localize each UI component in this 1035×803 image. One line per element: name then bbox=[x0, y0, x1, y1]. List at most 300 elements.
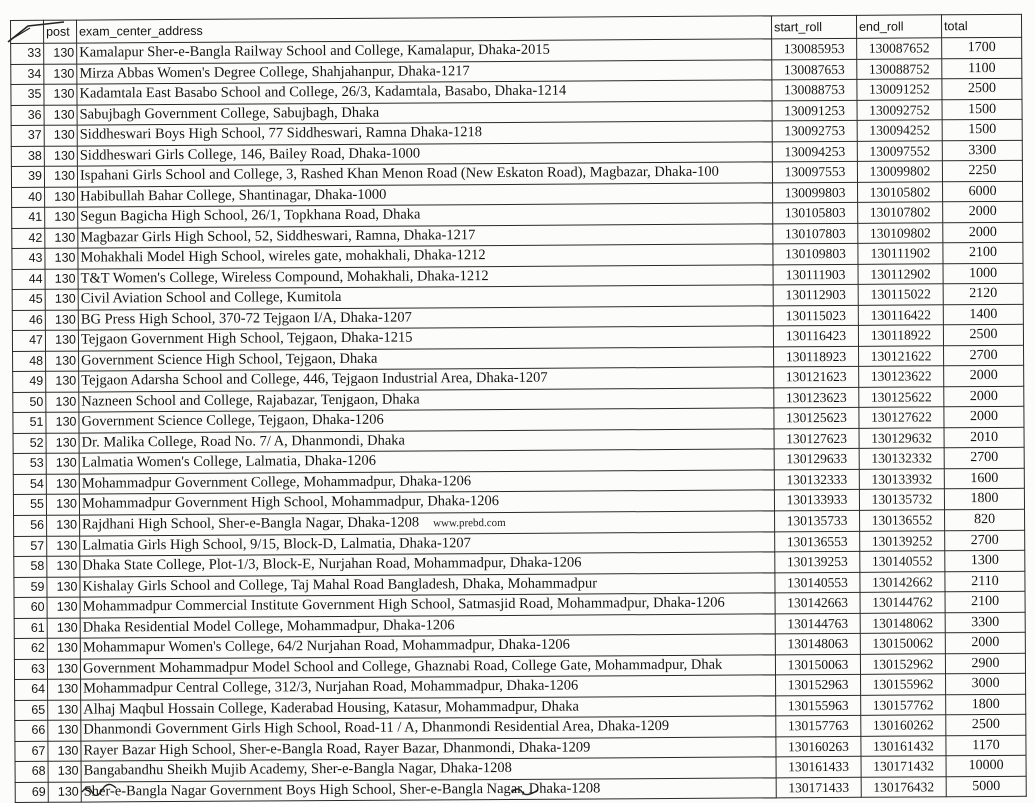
row-end-roll bbox=[859, 345, 944, 366]
row-total-text: 2500 bbox=[969, 327, 998, 343]
row-end-roll-text: 130150062 bbox=[872, 635, 934, 651]
row-index-text: 39 bbox=[28, 169, 42, 184]
row-post-text: 130 bbox=[53, 66, 75, 81]
row-post-text: 130 bbox=[54, 250, 76, 265]
row-index bbox=[11, 84, 44, 105]
exam-center-table bbox=[10, 14, 1027, 803]
row-post-text: 130 bbox=[56, 517, 78, 532]
row-index bbox=[15, 782, 48, 803]
row-post bbox=[44, 84, 77, 105]
row-total bbox=[942, 37, 1022, 58]
row-address-text: Mohammadpur Commercial Institute Government High School, Satmasjid Road, Mohammadpur, Dhaka-1206 bbox=[82, 594, 725, 615]
row-end-roll-text: 130144762 bbox=[872, 594, 933, 610]
start-roll-header: start_roll bbox=[771, 15, 856, 39]
row-post bbox=[45, 289, 78, 310]
row-total-text: 10000 bbox=[968, 758, 1004, 774]
row-start-roll bbox=[773, 243, 858, 264]
row-end-roll-text: 130136552 bbox=[871, 512, 933, 528]
row-post-text: 130 bbox=[53, 86, 75, 101]
row-index-text: 37 bbox=[27, 128, 42, 143]
row-post bbox=[45, 310, 78, 331]
row-start-roll-text: 130112903 bbox=[785, 287, 846, 303]
row-start-roll bbox=[773, 305, 858, 326]
row-total bbox=[944, 406, 1024, 427]
row-start-roll-text: 130157763 bbox=[787, 718, 849, 734]
row-index-text: 57 bbox=[30, 538, 45, 553]
row-end-roll bbox=[859, 386, 944, 407]
row-total bbox=[944, 386, 1024, 407]
row-total bbox=[943, 201, 1023, 222]
row-total bbox=[945, 530, 1025, 551]
watermark-text: www.prebd.com bbox=[433, 516, 506, 529]
row-post-text: 130 bbox=[55, 332, 76, 347]
row-total bbox=[944, 468, 1024, 489]
row-address-text: Mohammadpur Government College, Mohammadpur, Dhaka-1206 bbox=[81, 472, 472, 492]
row-index bbox=[13, 412, 46, 433]
row-index-text: 36 bbox=[27, 107, 42, 122]
row-post-text: 130 bbox=[53, 148, 75, 163]
row-index-text: 58 bbox=[30, 559, 45, 574]
row-end-roll-text: 130142662 bbox=[872, 574, 933, 590]
row-post-text: 130 bbox=[54, 271, 76, 286]
row-post-text: 130 bbox=[57, 681, 79, 696]
row-total bbox=[943, 263, 1023, 284]
row-post bbox=[48, 761, 81, 782]
row-index-text: 55 bbox=[30, 497, 45, 512]
row-address-text: T&T Women's College, Wireless Compound, Mohakhali, Dhaka-1212 bbox=[80, 267, 489, 287]
row-start-roll-text: 130118923 bbox=[785, 348, 847, 365]
row-total-text: 2000 bbox=[971, 635, 1000, 651]
row-index bbox=[13, 494, 46, 515]
row-start-roll bbox=[775, 654, 860, 675]
row-start-roll bbox=[774, 469, 859, 490]
row-start-roll bbox=[773, 223, 858, 244]
row-post-text: 130 bbox=[54, 168, 75, 183]
row-start-roll-text: 130115023 bbox=[785, 307, 846, 324]
row-post-text: 130 bbox=[55, 394, 77, 409]
row-total-text: 2700 bbox=[970, 532, 999, 548]
row-index-text: 33 bbox=[27, 46, 42, 61]
row-index bbox=[12, 228, 45, 249]
row-address-text: Tejgaon Government High School, Tejgaon, Dhaka-1215 bbox=[80, 329, 413, 348]
row-total-text: 2000 bbox=[969, 388, 998, 404]
row-end-roll bbox=[860, 633, 945, 654]
row-post-text: 130 bbox=[55, 476, 77, 491]
row-index bbox=[12, 330, 45, 351]
row-start-roll bbox=[774, 407, 859, 428]
row-end-roll bbox=[857, 79, 942, 100]
row-start-roll-text: 130092753 bbox=[784, 123, 846, 139]
row-total-text: 1000 bbox=[969, 265, 998, 281]
row-index-text: 65 bbox=[31, 702, 46, 717]
row-index bbox=[13, 453, 46, 474]
row-end-roll bbox=[857, 140, 942, 161]
row-end-roll bbox=[857, 38, 942, 59]
row-index bbox=[11, 146, 44, 167]
row-total-text: 1700 bbox=[967, 40, 996, 56]
row-end-roll-text: 130152962 bbox=[872, 656, 934, 672]
row-start-roll-text: 130121623 bbox=[785, 369, 847, 385]
row-post-text: 130 bbox=[56, 620, 78, 635]
row-end-roll-text: 130121622 bbox=[870, 348, 932, 364]
row-index bbox=[11, 43, 44, 64]
row-index-text: 60 bbox=[30, 600, 45, 615]
row-start-roll-text: 130094253 bbox=[784, 143, 846, 160]
row-post bbox=[47, 638, 80, 659]
row-post-text: 130 bbox=[57, 784, 79, 799]
row-total-text: 5000 bbox=[972, 778, 1001, 794]
row-end-roll bbox=[860, 571, 945, 592]
row-start-roll-text: 130088753 bbox=[784, 82, 845, 98]
row-total-text: 1170 bbox=[972, 737, 1000, 753]
row-total-text: 1100 bbox=[968, 60, 996, 76]
row-post-text: 130 bbox=[56, 579, 78, 594]
row-start-roll-text: 130142663 bbox=[787, 595, 848, 611]
row-start-roll-text: 130091253 bbox=[784, 102, 845, 119]
row-post-text: 130 bbox=[56, 558, 78, 573]
row-total bbox=[944, 345, 1024, 366]
row-address bbox=[81, 777, 776, 802]
row-post bbox=[46, 351, 79, 372]
row-index bbox=[14, 618, 47, 639]
row-start-roll bbox=[776, 674, 861, 695]
row-total bbox=[945, 550, 1025, 571]
row-index-text: 64 bbox=[31, 682, 46, 697]
row-start-roll-text: 130133933 bbox=[786, 492, 848, 508]
row-address-text: Mohammadpur Government High School, Mohammadpur, Dhaka-1206 bbox=[81, 493, 500, 512]
row-total bbox=[945, 509, 1025, 530]
row-index bbox=[13, 474, 46, 495]
row-end-roll-text: 130157762 bbox=[872, 697, 934, 713]
row-end-roll-text: 130097552 bbox=[869, 143, 931, 159]
row-start-roll-text: 130171433 bbox=[788, 779, 850, 796]
row-total bbox=[945, 571, 1025, 592]
row-total bbox=[944, 488, 1024, 509]
roster-sheet bbox=[10, 14, 1021, 800]
row-post bbox=[47, 659, 80, 680]
row-start-roll bbox=[772, 100, 857, 121]
total-header: total bbox=[941, 14, 1021, 37]
row-start-roll-text: 130085953 bbox=[783, 41, 845, 57]
row-post bbox=[47, 597, 80, 618]
row-total-text: 2000 bbox=[969, 368, 998, 384]
row-total bbox=[942, 140, 1022, 161]
row-address-text: Government Science High School, Tejgaon, Dhaka bbox=[81, 350, 378, 369]
row-post bbox=[44, 125, 77, 146]
row-address-text: Tejgaon Adarsha School and College, 446, Tejgaon Industrial Area, Dhaka-1207 bbox=[81, 369, 548, 389]
row-total-text: 1300 bbox=[970, 553, 999, 569]
row-index bbox=[13, 351, 46, 372]
row-end-roll bbox=[858, 304, 943, 325]
row-total-text: 2110 bbox=[971, 573, 999, 589]
row-total-text: 2000 bbox=[968, 224, 997, 240]
row-total-text: 1400 bbox=[969, 306, 998, 322]
row-start-roll-text: 130160263 bbox=[788, 738, 849, 755]
row-address-text: Mohakhali Model High School, wireles gate, mohakhali, Dhaka-1212 bbox=[80, 247, 486, 266]
row-post bbox=[46, 371, 79, 392]
row-post-text: 130 bbox=[55, 455, 77, 470]
row-index-text: 63 bbox=[31, 661, 46, 676]
row-index bbox=[14, 577, 47, 598]
row-end-roll bbox=[861, 715, 946, 736]
row-address-text: Dr. Malika College, Road No. 7/ A, Dhanmondi, Dhaka bbox=[81, 432, 406, 451]
row-address-text: Lalmatia Girls High School, 9/15, Block-D, Lalmatia, Dhaka-1207 bbox=[82, 534, 471, 554]
row-end-roll-text: 130133932 bbox=[871, 471, 933, 487]
row-total-text: 820 bbox=[974, 511, 996, 528]
row-index bbox=[11, 64, 44, 85]
end-roll-header: end_roll bbox=[856, 15, 941, 39]
row-end-roll-text: 130176432 bbox=[873, 779, 935, 795]
row-address-text: Mohammapur Women's College, 64/2 Nurjahan Road, Mohammadpur, Dhaka-1206 bbox=[82, 636, 570, 656]
row-total bbox=[945, 612, 1025, 633]
row-post-text: 130 bbox=[56, 599, 78, 614]
row-address-text: Dhaka State College, Plot-1/3, Block-E, Nurjahan Road, Mohammadpur, Dhaka-1206 bbox=[82, 554, 582, 574]
row-start-roll-text: 130136553 bbox=[786, 533, 848, 550]
row-post bbox=[47, 536, 80, 557]
row-post bbox=[48, 679, 81, 700]
row-start-roll bbox=[772, 38, 857, 59]
row-index-text: 51 bbox=[29, 415, 44, 430]
row-end-roll-text: 130132332 bbox=[871, 450, 933, 466]
row-total bbox=[946, 694, 1026, 715]
row-post bbox=[46, 494, 79, 515]
row-index bbox=[13, 433, 46, 454]
row-end-roll bbox=[861, 674, 946, 695]
row-total-text: 2100 bbox=[971, 594, 1000, 610]
row-index-text: 44 bbox=[28, 271, 43, 286]
row-end-roll bbox=[861, 694, 946, 715]
row-total-text: 3300 bbox=[968, 142, 997, 158]
row-index-text: 38 bbox=[27, 148, 42, 163]
row-index-text: 68 bbox=[31, 764, 46, 779]
row-address-text: Sher-e-Bangla Nagar Government Boys High School, Sher-e-Bangla Nagar, Dhaka-1208 bbox=[83, 780, 601, 800]
row-start-roll bbox=[772, 161, 857, 182]
row-start-roll-text: 130135733 bbox=[786, 512, 848, 529]
row-index bbox=[14, 556, 47, 577]
row-post-text: 130 bbox=[55, 373, 77, 388]
row-start-roll-text: 130152963 bbox=[787, 677, 849, 693]
row-post bbox=[45, 228, 78, 249]
row-start-roll-text: 130144763 bbox=[787, 615, 849, 632]
row-index-text: 56 bbox=[30, 517, 45, 532]
row-start-roll bbox=[772, 79, 857, 100]
row-end-roll bbox=[861, 735, 946, 756]
row-end-roll bbox=[859, 366, 944, 387]
row-total-text: 1800 bbox=[970, 491, 999, 507]
row-total bbox=[943, 304, 1023, 325]
row-end-roll bbox=[859, 489, 944, 510]
row-post-text: 130 bbox=[57, 722, 79, 737]
row-post bbox=[46, 433, 79, 454]
row-index-text: 46 bbox=[28, 312, 43, 327]
row-end-roll bbox=[861, 776, 946, 797]
row-post bbox=[47, 515, 80, 536]
row-start-roll-text: 130127623 bbox=[786, 430, 847, 447]
row-start-roll bbox=[775, 592, 860, 613]
row-index-text: 49 bbox=[29, 374, 44, 389]
row-start-roll bbox=[775, 572, 860, 593]
row-address-text: Habibullah Bahar College, Shantinagar, Dhaka-1000 bbox=[80, 186, 387, 205]
row-end-roll bbox=[859, 448, 944, 469]
address-header: exam_center_address bbox=[77, 16, 772, 43]
row-address-text: Government Science College, Tejgaon, Dhaka-1206 bbox=[81, 411, 384, 430]
row-end-roll-text: 130148062 bbox=[872, 615, 934, 631]
row-start-roll-text: 130123623 bbox=[785, 389, 847, 406]
row-total bbox=[942, 58, 1022, 79]
row-post bbox=[44, 64, 77, 85]
row-post bbox=[45, 187, 78, 208]
row-post-text: 130 bbox=[56, 538, 78, 553]
row-post bbox=[48, 782, 81, 803]
row-index bbox=[12, 207, 45, 228]
row-address-text: Siddheswari Girls College, 146, Bailey Road, Dhaka-1000 bbox=[79, 145, 421, 164]
row-post-text: 130 bbox=[56, 640, 78, 655]
row-index-text: 42 bbox=[28, 230, 43, 245]
row-total-text: 2000 bbox=[968, 204, 997, 220]
row-total-text: 1800 bbox=[971, 696, 1000, 712]
row-end-roll bbox=[860, 653, 945, 674]
row-end-roll-text: 130099802 bbox=[869, 163, 931, 180]
row-index bbox=[14, 597, 47, 618]
row-end-roll bbox=[858, 263, 943, 284]
row-post bbox=[44, 166, 77, 187]
row-address-text: Siddheswari Boys High School, 77 Siddheswari, Ramna Dhaka-1218 bbox=[79, 124, 483, 143]
row-index bbox=[11, 105, 44, 126]
table-body bbox=[11, 37, 1027, 802]
row-index-text: 40 bbox=[28, 189, 43, 204]
row-end-roll bbox=[858, 325, 943, 346]
row-post-text: 130 bbox=[56, 496, 77, 511]
row-address-text: Magbazar Girls High School, 52, Siddheswari, Ramna, Dhaka-1217 bbox=[80, 226, 476, 246]
row-total-text: 3300 bbox=[971, 614, 1000, 630]
row-total bbox=[946, 735, 1026, 756]
row-end-roll-text: 130118922 bbox=[870, 327, 932, 343]
row-post bbox=[47, 577, 80, 598]
row-total-text: 2500 bbox=[971, 717, 1000, 733]
row-index-text: 50 bbox=[29, 394, 44, 409]
row-index-text: 52 bbox=[29, 435, 44, 450]
row-total-text: 1500 bbox=[968, 101, 997, 117]
row-end-roll-text: 130139252 bbox=[871, 533, 933, 549]
row-post-text: 130 bbox=[54, 312, 76, 327]
row-index bbox=[15, 720, 48, 741]
row-start-roll bbox=[773, 264, 858, 285]
row-post-text: 130 bbox=[53, 45, 75, 60]
row-start-roll bbox=[774, 387, 859, 408]
row-end-roll-text: 130123622 bbox=[870, 368, 932, 384]
row-post-text: 130 bbox=[57, 661, 79, 676]
row-index bbox=[14, 638, 47, 659]
row-start-roll-text: 130087653 bbox=[783, 61, 845, 78]
row-index-text: 53 bbox=[29, 456, 44, 471]
row-start-roll-text: 130155963 bbox=[787, 697, 849, 714]
row-start-roll-text: 130116423 bbox=[785, 328, 847, 344]
row-post bbox=[46, 412, 79, 433]
row-end-roll bbox=[860, 509, 945, 531]
row-end-roll-text: 130125622 bbox=[870, 389, 932, 405]
row-total-text: 3000 bbox=[971, 676, 1000, 692]
row-address-text: Rayer Bazar High School, Sher-e-Bangla Road, Rayer Bazar, Dhanmondi, Dhaka-1209 bbox=[83, 739, 591, 759]
row-index bbox=[11, 125, 44, 146]
row-end-roll bbox=[859, 407, 944, 428]
row-total bbox=[946, 776, 1026, 797]
row-start-roll bbox=[776, 756, 861, 777]
row-start-roll bbox=[773, 325, 858, 346]
row-total bbox=[945, 653, 1025, 674]
row-index bbox=[15, 741, 48, 762]
row-start-roll-text: 130150063 bbox=[787, 656, 849, 673]
row-start-roll bbox=[775, 551, 860, 572]
row-total bbox=[943, 242, 1023, 263]
row-index bbox=[15, 679, 48, 700]
row-end-roll-text: 130161432 bbox=[873, 738, 934, 754]
row-total-text: 2500 bbox=[967, 81, 996, 97]
row-total bbox=[946, 714, 1026, 735]
row-post bbox=[45, 330, 78, 351]
row-post-text: 130 bbox=[54, 209, 76, 224]
row-index bbox=[12, 289, 45, 310]
row-post bbox=[46, 392, 79, 413]
row-start-roll bbox=[774, 366, 859, 387]
row-total bbox=[942, 160, 1022, 181]
row-total bbox=[944, 365, 1024, 386]
row-total-text: 2250 bbox=[968, 163, 997, 179]
row-end-roll-text: 130112902 bbox=[870, 266, 931, 282]
row-total-text: 1600 bbox=[970, 470, 999, 486]
row-index-text: 34 bbox=[27, 66, 42, 81]
handwritten-squiggle bbox=[510, 786, 540, 796]
row-end-roll bbox=[858, 243, 943, 264]
row-post bbox=[45, 269, 78, 290]
row-address-text: Mirza Abbas Women's Degree College, Shahjahanpur, Dhaka-1217 bbox=[79, 62, 470, 82]
row-total bbox=[943, 324, 1023, 345]
row-total-text: 2900 bbox=[971, 655, 1000, 671]
row-post bbox=[48, 741, 81, 762]
row-total bbox=[942, 78, 1022, 99]
row-end-roll bbox=[858, 181, 943, 202]
row-index-text: 59 bbox=[30, 579, 45, 594]
row-index-text: 61 bbox=[30, 620, 45, 635]
row-index-text: 35 bbox=[27, 87, 42, 102]
row-start-roll bbox=[773, 182, 858, 203]
row-post bbox=[48, 720, 81, 741]
row-start-roll bbox=[773, 284, 858, 305]
row-index bbox=[14, 536, 47, 557]
row-index-text: 45 bbox=[28, 292, 43, 307]
row-total bbox=[944, 447, 1024, 468]
row-total bbox=[943, 222, 1023, 243]
row-start-roll-text: 130109803 bbox=[785, 246, 846, 262]
row-start-roll bbox=[772, 59, 857, 80]
row-address-text: Kamalapur Sher-e-Bangla Railway School and College, Kamalapur, Dhaka-2015 bbox=[79, 41, 550, 61]
row-index bbox=[14, 515, 47, 536]
row-start-roll bbox=[774, 489, 859, 510]
row-start-roll-text: 130099803 bbox=[784, 184, 846, 201]
row-index bbox=[15, 761, 48, 782]
row-address-text: Government Mohammadpur Model School and College, Ghaznabi Road, College Gate, Mohammadpur, Dhak bbox=[82, 656, 723, 677]
row-index-text: 41 bbox=[28, 210, 43, 225]
row-total-text: 6000 bbox=[968, 183, 997, 199]
row-start-roll-text: 130139253 bbox=[786, 554, 848, 570]
row-end-roll-text: 130127622 bbox=[871, 409, 932, 425]
row-end-roll-text: 130135732 bbox=[871, 491, 933, 507]
row-end-roll-text: 130087652 bbox=[868, 40, 930, 57]
row-start-roll bbox=[773, 202, 858, 223]
row-start-roll-text: 130125623 bbox=[786, 410, 847, 426]
row-post bbox=[45, 207, 78, 228]
row-end-roll bbox=[859, 427, 944, 448]
row-start-roll bbox=[776, 715, 861, 736]
